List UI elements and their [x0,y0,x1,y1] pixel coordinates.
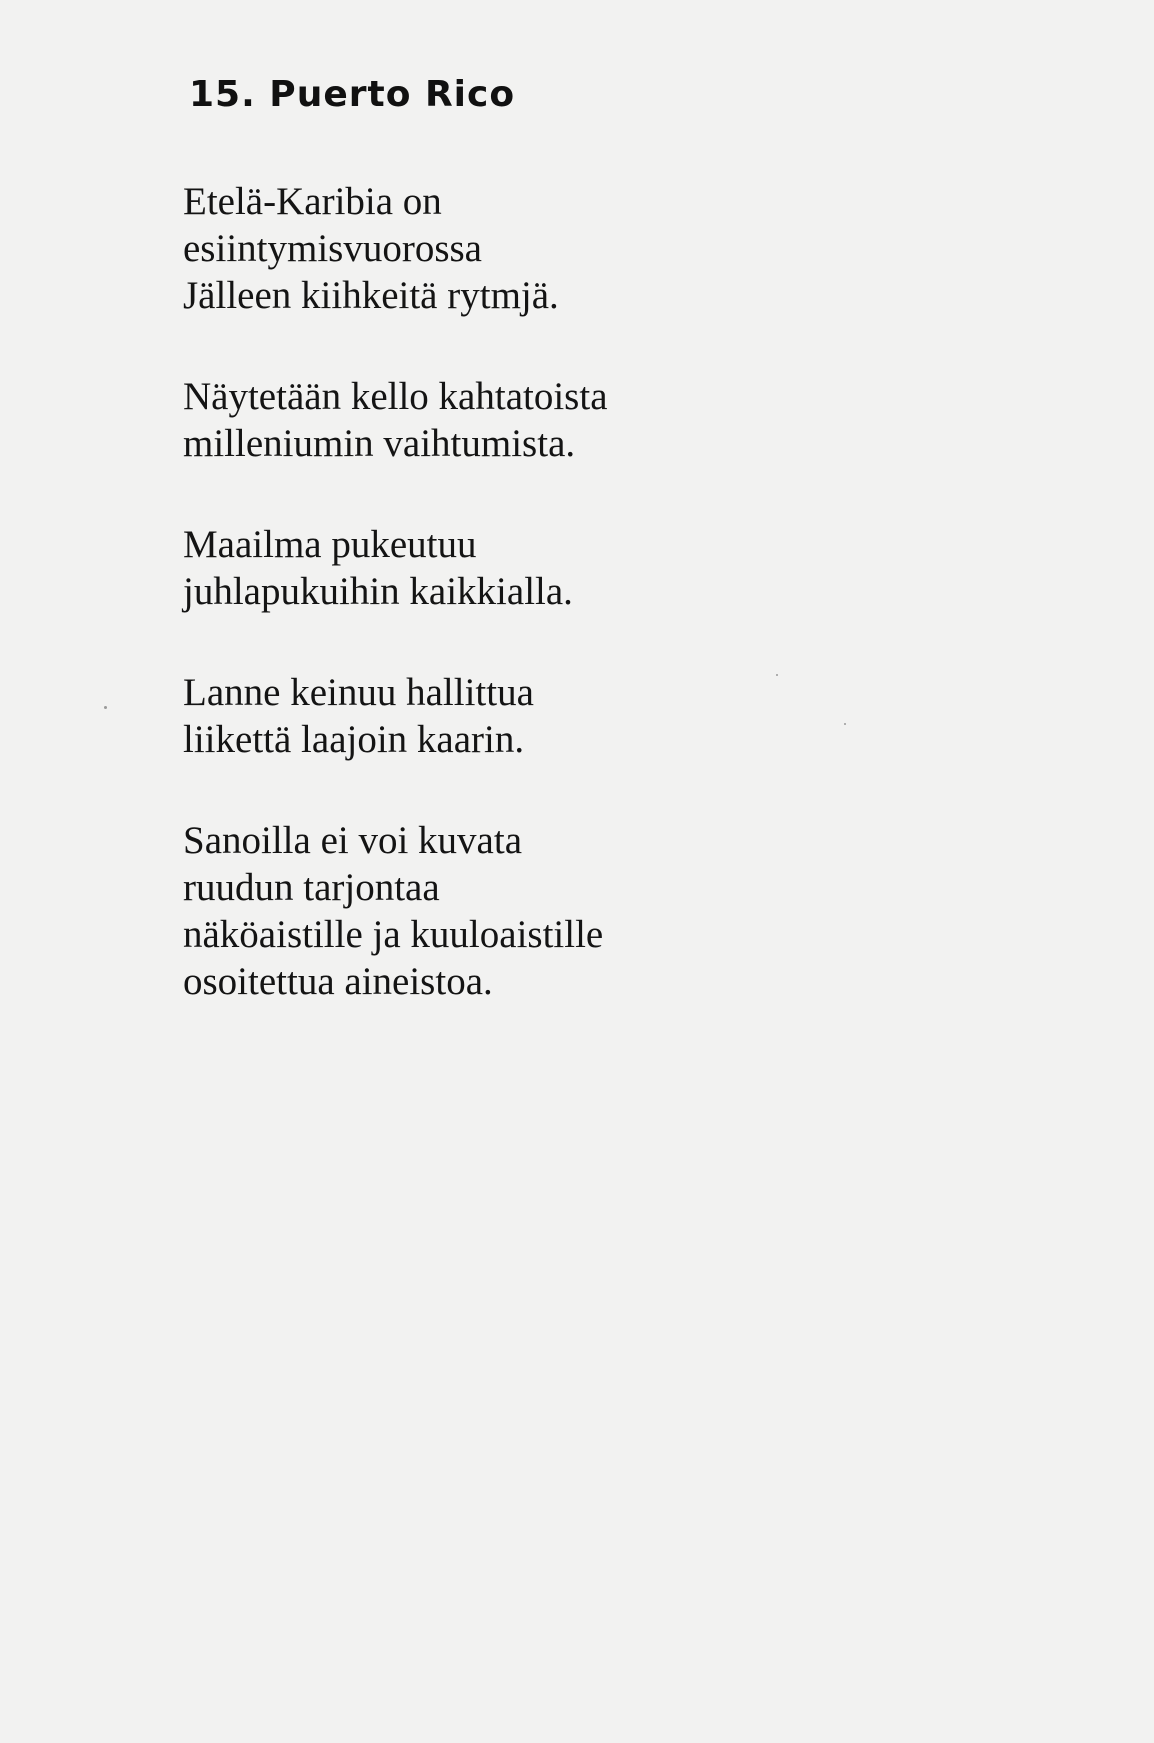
paper-speck [104,706,107,709]
stanza [183,817,608,1005]
poem-line: osoitettua aineistoa. [183,960,493,1003]
stanza [183,521,608,615]
poem-line: Näytetään kello kahtatoista [183,375,608,418]
poem-line: Maailma pukeutuu [183,523,477,566]
poem-line: näköaistille ja kuuloaistille [183,913,604,956]
poem-line: liikettä laajoin kaarin. [183,718,525,761]
stanza [183,669,608,763]
poem-line: Jälleen kiihkeitä rytmjä. [183,274,559,317]
paper-speck [776,674,778,676]
poem-line: esiintymisvuorossa [183,227,482,270]
paper-speck [844,723,846,725]
poem-line: juhlapukuihin kaikkialla. [183,570,573,613]
stanza [183,178,608,319]
poem-line: Etelä-Karibia on [183,180,442,223]
poem-line: milleniumin vaihtumista. [183,422,576,465]
poem-line: Lanne keinuu hallittua [183,671,534,714]
stanza [183,373,608,467]
poem-line: Sanoilla ei voi kuvata [183,819,523,862]
poem-line: ruudun tarjontaa [183,866,440,909]
poem-body [183,178,608,1059]
poem-title: 15. Puerto Rico [189,74,516,115]
